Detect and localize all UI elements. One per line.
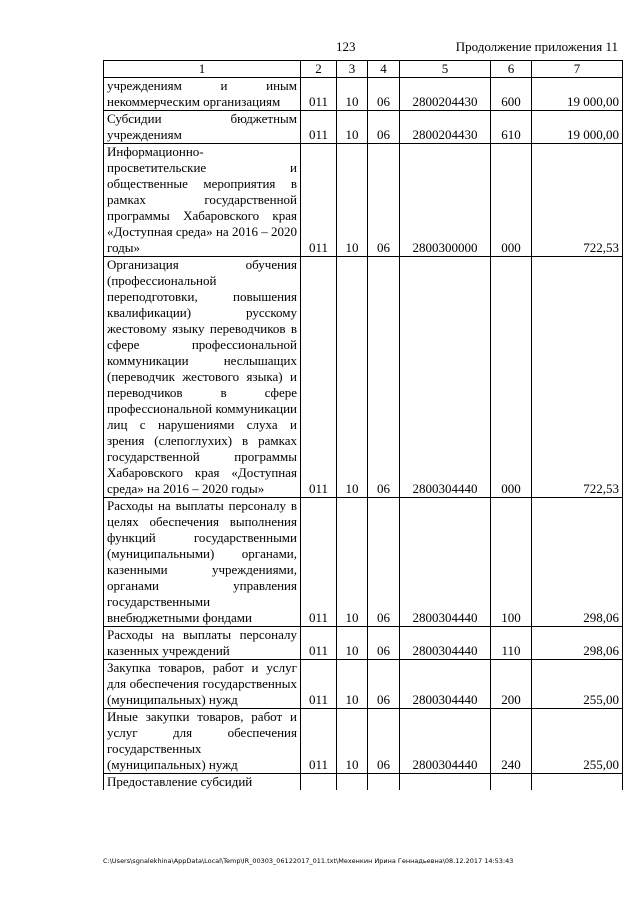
table-row [104,78,623,111]
target-article-code: 2800300000 [400,144,491,257]
ministry-code: 011 [301,498,337,627]
section-code: 10 [337,78,368,111]
row-name: Расходы на выплаты персоналу казенных учреждений [104,627,301,660]
ministry-code: 011 [301,257,337,498]
ministry-code: 011 [301,709,337,774]
expense-type-code [491,774,532,791]
column-header: 5 [400,61,491,78]
column-header: 6 [491,61,532,78]
target-article-code: 2800204430 [400,111,491,144]
amount: 19 000,00 [532,78,623,111]
section-code: 10 [337,709,368,774]
expense-type-code: 240 [491,709,532,774]
expense-type-code: 000 [491,257,532,498]
table-row [104,498,623,627]
subsection-code: 06 [368,709,400,774]
subsection-code: 06 [368,627,400,660]
subsection-code: 06 [368,78,400,111]
column-header: 7 [532,61,623,78]
subsection-code: 06 [368,498,400,627]
subsection-code: 06 [368,111,400,144]
section-code: 10 [337,627,368,660]
column-header: 4 [368,61,400,78]
section-code: 10 [337,498,368,627]
amount: 19 000,00 [532,111,623,144]
section-code: 10 [337,111,368,144]
row-name: Иные закупки товаров, работ и услуг для обеспечения государственных (муниципальных) нужд [104,709,301,774]
expense-type-code: 610 [491,111,532,144]
column-header: 2 [301,61,337,78]
target-article-code: 2800204430 [400,78,491,111]
section-code: 10 [337,144,368,257]
amount: 722,53 [532,257,623,498]
row-name: Субсидии бюджетным учреждениям [104,111,301,144]
section-code [337,774,368,791]
table-row [104,709,623,774]
target-article-code [400,774,491,791]
subsection-code: 06 [368,257,400,498]
table-row [104,111,623,144]
table-row [104,144,623,257]
target-article-code: 2800304440 [400,627,491,660]
column-header: 1 [104,61,301,78]
expense-type-code: 000 [491,144,532,257]
target-article-code: 2800304440 [400,660,491,709]
section-code: 10 [337,660,368,709]
expense-type-code: 110 [491,627,532,660]
file-path-footer: C:\Users\sgnalekhina\AppData\Local\Temp\IR_00303_06122017_011.txt\Мехенкин Ирина Геннадьевна\08.12.2017 14:53:43 [103,857,514,865]
row-name: Расходы на выплаты персоналу в целях обеспечения выполнения функций государственными (муниципальными) органами, казенными учреждениями, органами управления государственными внебюджетными фондами [104,498,301,627]
row-name: Предоставление субсидий [104,774,301,791]
row-name: учреждениям и иным некоммерческим организациям [104,78,301,111]
table-row [104,257,623,498]
page-number: 123 [336,39,356,54]
ministry-code: 011 [301,78,337,111]
amount [532,774,623,791]
amount: 722,53 [532,144,623,257]
expense-type-code: 100 [491,498,532,627]
ministry-code: 011 [301,660,337,709]
target-article-code: 2800304440 [400,709,491,774]
row-name: Информационно-просветительские и общественные мероприятия в рамках государственной программы Хабаровского края «Доступная среда» на 2016 – 2020 годы» [104,144,301,257]
row-name: Закупка товаров, работ и услуг для обеспечения государственных (муниципальных) нужд [104,660,301,709]
ministry-code: 011 [301,111,337,144]
amount: 298,06 [532,498,623,627]
ministry-code [301,774,337,791]
expense-type-code: 600 [491,78,532,111]
row-name: Организация обучения (профессиональной переподготовки, повышения квалификации) русскому жестовому языку переводчиков в сфере профессиональной коммуникации неслышащих (переводчик жестового языка) и переводчиков в сфере профессиональной коммуникации лиц с нарушениями слуха и зрения (слепоглухих) в рамках государственной программы Хабаровского края «Доступная среда» на 2016 – 2020 годы» [104,257,301,498]
target-article-code: 2800304440 [400,257,491,498]
amount: 255,00 [532,709,623,774]
target-article-code: 2800304440 [400,498,491,627]
table-row [104,627,623,660]
subsection-code: 06 [368,660,400,709]
table-row [104,660,623,709]
column-header: 3 [337,61,368,78]
ministry-code: 011 [301,627,337,660]
amount: 298,06 [532,627,623,660]
table-header-row [104,61,623,78]
table-row [104,774,623,791]
section-code: 10 [337,257,368,498]
page-header [0,38,640,56]
amount: 255,00 [532,660,623,709]
appendix-continuation-title: Продолжение приложения 11 [455,39,618,54]
ministry-code: 011 [301,144,337,257]
subsection-code: 06 [368,144,400,257]
budget-table [103,60,623,790]
expense-type-code: 200 [491,660,532,709]
subsection-code [368,774,400,791]
